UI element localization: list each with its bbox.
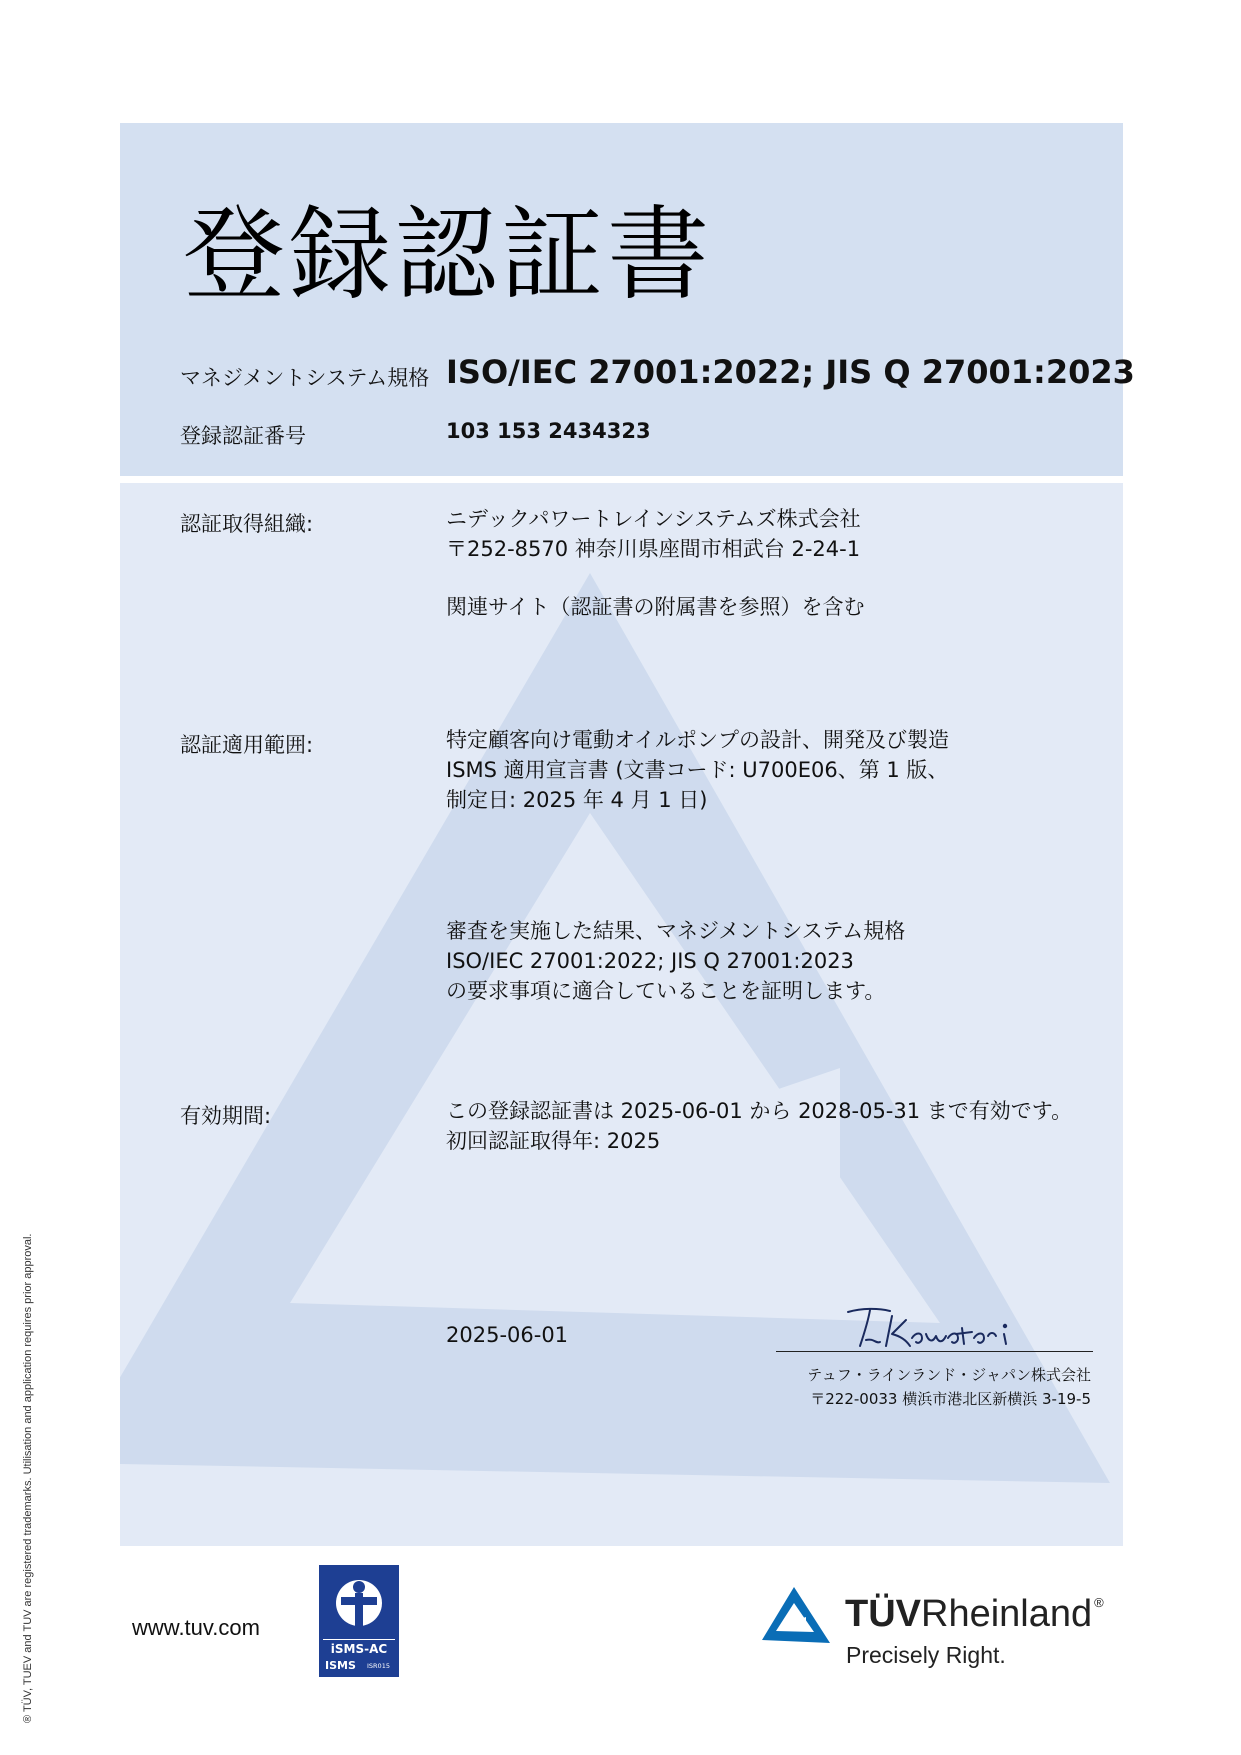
- organization-name: ニデックパワートレインシステムズ株式会社: [446, 507, 861, 531]
- standard-label: マネジメントシステム規格: [180, 366, 430, 390]
- registered-mark: ®: [1094, 1595, 1104, 1610]
- conformity-statement: [446, 916, 905, 1006]
- validity-label: 有効期間:: [180, 1104, 272, 1128]
- isms-registration-code: ISR015: [367, 1662, 390, 1670]
- organization-address: 〒252-8570 神奈川県座間市相武台 2-24-1: [446, 537, 861, 561]
- tuv-slogan: Precisely Right.: [846, 1642, 1006, 1668]
- tuv-rheinland-wordmark: [845, 1593, 1104, 1636]
- related-sites-note: 関連サイト（認証書の附属書を参照）を含む: [446, 595, 865, 619]
- organization-block: [446, 504, 865, 622]
- isms-wordmark: ISMS: [325, 1659, 356, 1672]
- trademark-notice: ® TÜV, TUEV and TUV are registered trademarks. Utilisation and application requires prior approval.: [22, 1233, 34, 1723]
- scope-line: 制定日: 2025 年 4 月 1 日): [446, 788, 708, 812]
- rheinland-wordmark: Rheinland: [921, 1593, 1093, 1635]
- tuv-triangle-logo: [760, 1583, 832, 1645]
- issuer-address: 〒222-0033 横浜市港北区新横浜 3-19-5: [810, 1390, 1091, 1408]
- handwritten-signature: [840, 1302, 1020, 1354]
- issuer-block: [807, 1363, 1091, 1411]
- statement-line: ISO/IEC 27001:2022; JIS Q 27001:2023: [446, 949, 854, 973]
- statement-line: 審査を実施した結果、マネジメントシステム規格: [446, 919, 906, 943]
- tuv-wordmark-bold: TÜV: [845, 1593, 921, 1635]
- scope-block: [446, 725, 949, 815]
- validity-block: [446, 1096, 1072, 1156]
- statement-line: の要求事項に適合していることを証明します。: [446, 979, 886, 1003]
- scope-line: ISMS 適用宣言書 (文書コード: U700E06、第 1 版、: [446, 758, 949, 782]
- issuer-name: テュフ・ラインランド・ジャパン株式会社: [807, 1366, 1091, 1384]
- scope-line: 特定顧客向け電動オイルポンプの設計、開発及び製造: [446, 728, 949, 752]
- isms-ac-wordmark: iSMS-AC: [330, 1642, 388, 1656]
- initial-certification-year: 初回認証取得年: 2025: [446, 1129, 661, 1153]
- isms-ac-badge: [319, 1565, 399, 1677]
- organization-label: 認証取得組織:: [180, 512, 314, 536]
- website-url: www.tuv.com: [132, 1615, 260, 1640]
- issue-date: 2025-06-01: [446, 1323, 569, 1347]
- registration-number: 103 153 2434323: [446, 419, 651, 443]
- signature-line: [776, 1351, 1093, 1352]
- validity-period: この登録認証書は 2025-06-01 から 2028-05-31 まで有効です。: [446, 1099, 1073, 1123]
- registration-label: 登録認証番号: [180, 424, 306, 448]
- certificate-title: 登録認証書: [183, 196, 713, 315]
- standard-value: ISO/IEC 27001:2022; JIS Q 27001:2023: [446, 353, 1135, 391]
- scope-label: 認証適用範囲:: [180, 733, 314, 757]
